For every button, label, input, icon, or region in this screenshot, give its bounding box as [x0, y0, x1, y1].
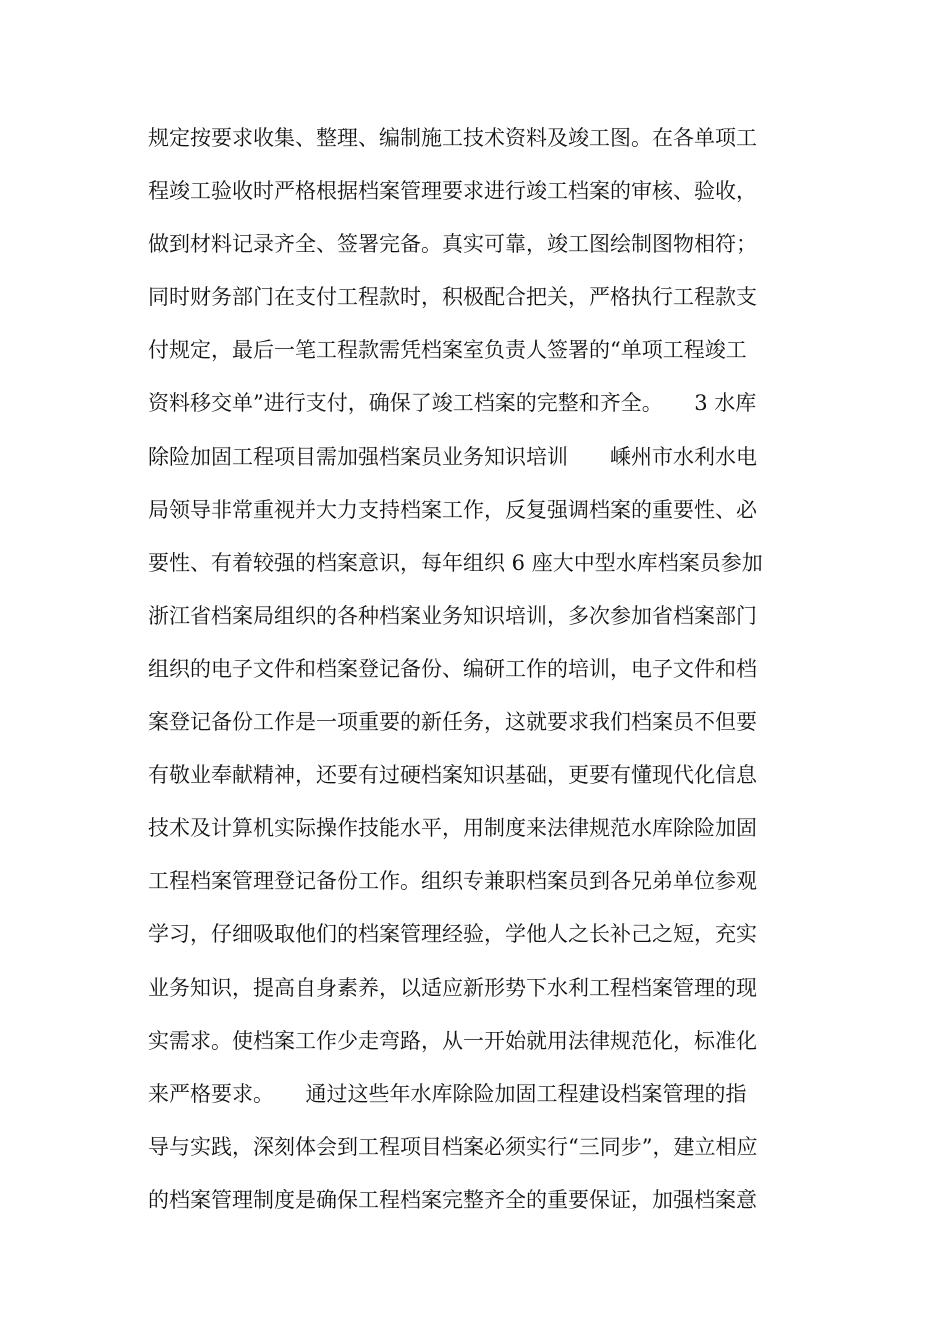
text-line: 学习，仔细吸取他们的档案管理经验，学他人之长补己之短，充实: [148, 922, 757, 947]
text-line: 程竣工验收时严格根据档案管理要求进行竣工档案的审核、验收，: [148, 179, 757, 204]
text-line: 的档案管理制度是确保工程档案完整齐全的重要保证，加强档案意: [148, 1187, 757, 1212]
text-line: 技术及计算机实际操作技能水平，用制度来法律规范水库除险加固: [148, 816, 757, 841]
text-line: 组织的电子文件和档案登记备份、编研工作的培训，电子文件和档: [148, 656, 757, 681]
text-line: 资料移交单”进行支付，确保了竣工档案的完整和齐全。 3 水库: [148, 391, 757, 416]
text-line: 做到材料记录齐全、签署完备。真实可靠，竣工图绘制图物相符；: [148, 232, 757, 257]
text-line: 实需求。使档案工作少走弯路，从一开始就用法律规范化，标准化: [148, 1028, 757, 1053]
text-line: 来严格要求。 通过这些年水库除险加固工程建设档案管理的指: [148, 1081, 747, 1106]
text-line: 局领导非常重视并大力支持档案工作，反复强调档案的重要性、必: [148, 497, 757, 522]
text-line: 浙江省档案局组织的各种档案业务知识培训，多次参加省档案部门: [148, 603, 757, 628]
body-text: [148, 118, 808, 1233]
text-line: 业务知识，提高自身素养，以适应新形势下水利工程档案管理的现: [148, 975, 757, 1000]
text-line: 除险加固工程项目需加强档案员业务知识培训 嵊州市水利水电: [148, 444, 757, 469]
text-line: 案登记备份工作是一项重要的新任务，这就要求我们档案员不但要: [148, 710, 757, 735]
text-line: 要性、有着较强的档案意识，每年组织 6 座大中型水库档案员参加: [148, 550, 763, 575]
text-line: 导与实践，深刻体会到工程项目档案必须实行“三同步”，建立相应: [148, 1134, 758, 1159]
text-line: 工程档案管理登记备份工作。组织专兼职档案员到各兄弟单位参观: [148, 869, 757, 894]
text-line: 同时财务部门在支付工程款时，积极配合把关，严格执行工程款支: [148, 285, 757, 310]
text-line: 规定按要求收集、整理、编制施工技术资料及竣工图。在各单项工: [148, 126, 757, 150]
text-line: 付规定，最后一笔工程款需凭档案室负责人签署的“单项工程竣工: [148, 338, 747, 363]
text-line: 有敬业奉献精神，还要有过硬档案知识基础，更要有懂现代化信息: [148, 763, 757, 788]
